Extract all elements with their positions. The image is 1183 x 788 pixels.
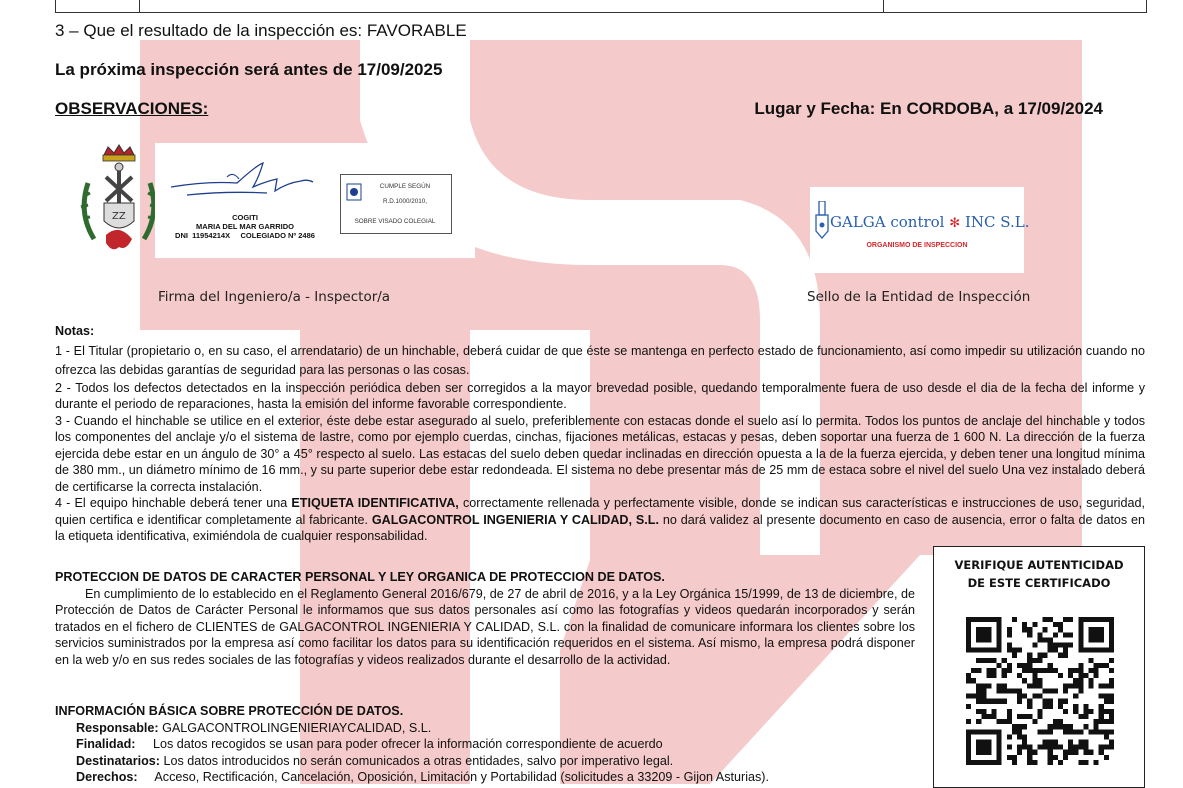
stamp-line-1: CUMPLE SEGÚN <box>379 183 431 190</box>
notes-section <box>55 323 1145 545</box>
finalidad-label: Finalidad: <box>76 737 136 751</box>
visado-stamp <box>340 174 452 234</box>
stamp-emblem-icon <box>345 181 363 203</box>
data-protection-body: En cumplimiento de lo establecido en el Reglamento General 2016/679, de 27 de abril de 2016, y a la Ley Orgánica 15/1999, de 13 de diciembre, de Protección de Datos de Carácter Personal le informamos que sus datos personales así como las fotografías y videos quedarán incorporados y serán tratados en el fichero de CLIENTES de GALGACONTROL INGENIERIA Y CALIDAD, S.L. con la finalidad de comunicare informara los clientes sobre los servicios suministrados por la empresa así como facilitar los datos para su identificación requeridos en el sistema. Así mismo, la empresa podrá disponer en la web y/o en sus redes sociales de las fotografías y videos realizados durante el desarrollo de la actividad. <box>55 586 915 667</box>
inspection-entity-seal <box>810 187 1030 273</box>
stamp-line-2: R.D.1000/2010, <box>382 198 428 205</box>
seal-subtitle: ORGANISMO DE INSPECCION <box>866 242 968 249</box>
responsable-label: Responsable: <box>76 720 159 735</box>
basic-info-section <box>55 703 925 786</box>
note-2: 2 - Todos los defectos detectados en la inspección periódica deben ser corregidos a la mayor brevedad posible, quedando temporalmente fuera de uso desde el dia de la fecha del informe y durante el periodo de reparaciones, hasta la emisión del informe favorable correspondiente. <box>55 380 1145 411</box>
finalidad-value: Los datos recogidos se usan para poder ofrecer la información correspondiente de acuerdo <box>152 737 663 751</box>
note-4-part-a: 4 - El equipo hinchable deberá tener una <box>55 496 292 510</box>
destinatarios-value: Los datos introducidos no serán comunicados a otras entidades, salvo por imperativo legal. <box>163 753 674 768</box>
destinatarios-label: Destinatarios: <box>76 753 160 768</box>
note-4 <box>55 495 1145 545</box>
data-protection-section <box>55 569 915 668</box>
signer-org: COGITI <box>232 213 258 222</box>
seal-brand-part2: INC S.L. <box>964 213 1030 231</box>
note-4-label: ETIQUETA IDENTIFICATIVA, <box>291 496 459 510</box>
verify-line-2: DE ESTE CERTIFICADO <box>967 576 1111 590</box>
next-inspection-date: La próxima inspección será antes de 17/09/2025 <box>55 60 443 79</box>
signer-id: DNI 11954214X COLEGIADO Nº 2486 <box>175 231 315 240</box>
note-4-part-c: correctamente rellenada y perfectamente visible, donde se indican sus características e instrucciones de uso, seguridad, quien certifica e identificar completamente al fabricante. <box>55 496 1145 527</box>
coat-of-arms-icon <box>76 143 162 258</box>
basic-info-title: INFORMACIÓN BÁSICA SOBRE PROTECCIÓN DE DATOS. <box>55 704 404 718</box>
signer-name: MARIA DEL MAR GARRIDO <box>196 222 294 231</box>
place-date: Lugar y Fecha: En CORDOBA, a 17/09/2024 <box>754 99 1103 118</box>
signature-block <box>155 143 475 258</box>
derechos-label: Derechos: <box>76 770 138 784</box>
seal-brand-part1: GALGA control <box>830 213 945 231</box>
notes-title: Notas: <box>55 324 95 338</box>
verify-line-1: VERIFIQUE AUTENTICIDAD <box>954 558 1124 572</box>
note-4-company: GALGACONTROL INGENIERIA Y CALIDAD, S.L. <box>371 512 659 527</box>
seal-gear-icon: ✻ <box>949 216 961 231</box>
top-table-fragment <box>55 0 1147 13</box>
stamp-line-3: SOBRE VISADO COLEGIAL <box>354 218 436 225</box>
verify-authenticity-box <box>933 546 1145 788</box>
signature-caption: Firma del Ingeniero/a - Inspector/a <box>158 289 391 305</box>
note-3: 3 - Cuando el hinchable se utilice en el exterior, éste debe estar asegurado al suelo, preferiblemente con estacas donde el suelo así lo permita. Todos los puntos de anclaje del hinchable y todos los componentes del anclaje y/o el sistema de lastre, como por ejemplo cuerdas, cinchas, fijaciones metálicas, estacas y pesas, deben soportar una fuerza de 1 600 N. La dirección de la fuerza ejercida debe estar en un ángulo de 30° a 45° respecto al suelo. Las estacas del suelo deben quedar inclinadas en dirección opuesta a la de la fuerza ejercida, y deben tener una longitud mínima de 380 mm., un diámetro mínimo de 16 mm., y su parte superior debe estar redondeada. El sistema no debe presentar más de 25 mm de estaca sobre el nivel del suelo Una vez instalado deberá de certificarse la correcta instalación. <box>55 413 1145 494</box>
handwritten-signature-icon <box>167 157 317 202</box>
inspection-result: 3 – Que el resultado de la inspección es: FAVORABLE <box>55 21 467 40</box>
galga-tool-icon <box>814 201 830 239</box>
derechos-value: Acceso, Rectificación, Cancelación, Oposición, Limitación y Portabilidad (solicitudes a 33209 - Gijon Asturias). <box>154 770 769 784</box>
observaciones-heading: OBSERVACIONES: <box>55 99 209 118</box>
responsable-value: GALGACONTROLINGENIERIAYCALIDAD, S.L. <box>162 720 432 735</box>
note-4-part-e: no dará validez al presente documento en caso de ausencia, error o falta de datos en la etiqueta identificativa, eximiéndola de cualquier responsabilidad. <box>55 512 1145 543</box>
svg-text:ZZ: ZZ <box>112 211 126 222</box>
qr-code-icon[interactable] <box>966 617 1114 765</box>
seal-caption: Sello de la Entidad de Inspección <box>807 289 1031 305</box>
note-1: 1 - El Titular (propietario o, en su caso, el arrendatario) de un hinchable, deberá cuidar de que éste se mantenga en perfecto estado de funcionamiento, así como impedir su utilización cuando no ofrezca las debidas garantías de seguridad para las personas o las cosas. <box>55 343 1145 377</box>
data-protection-title: PROTECCION DE DATOS DE CARACTER PERSONAL Y LEY ORGANICA DE PROTECCION DE DATOS. <box>55 570 665 584</box>
